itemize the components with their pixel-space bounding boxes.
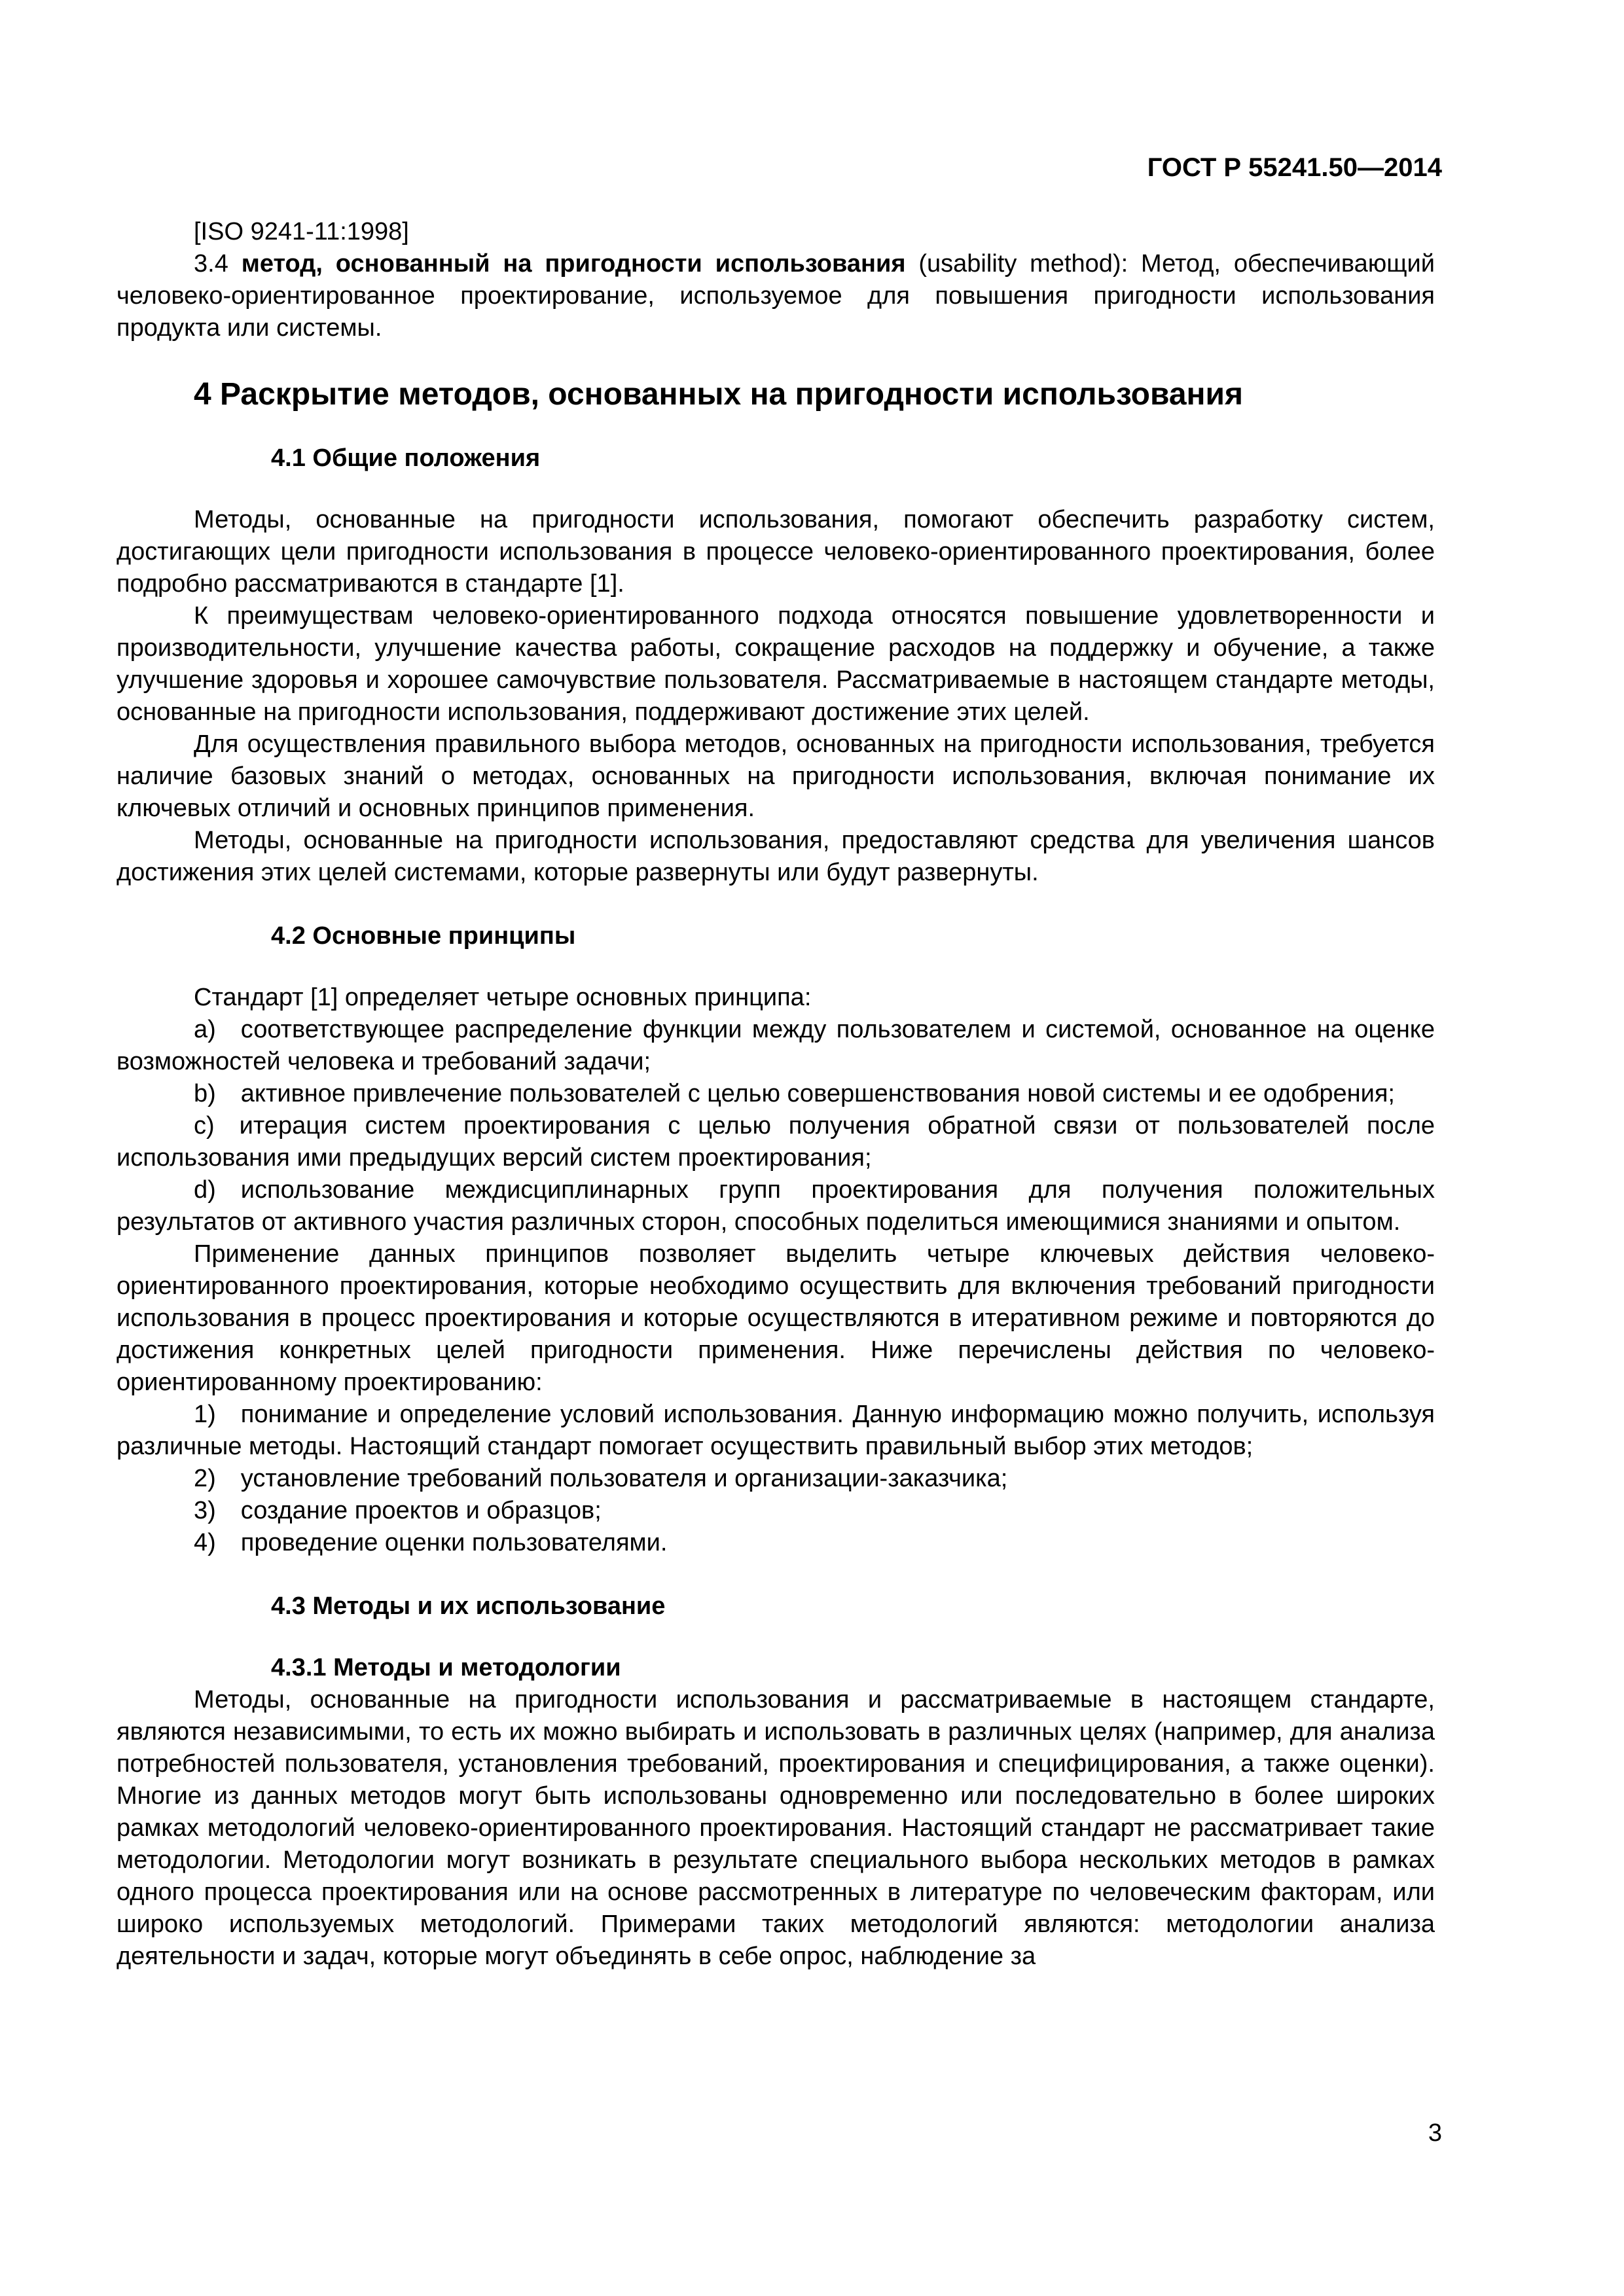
page-number: 3 — [1428, 2119, 1442, 2147]
section-4-3-1-text: Методы, основанные на пригодности использования и рассматриваемые в настоящем стандарте, являются независимыми, то есть их можно выбирать и использовать в различных целях (например, для анализа потребностей пользователя, установления требований, проектирования и специфицирования, а также оценки). Многие из данных методов могут быть использованы одновременно или последовательно в более широких рамках методологий человеко-ориентированного проектирования. Настоящий стандарт не рассматривает такие методологии. Методологии могут возникать в результате специального выбора нескольких методов в рамках одного процесса проектирования или на основе рассмотренных в литературе по человеческим факторам, или широко используемых методологий. Примерами таких методологий являются: методологии анализа деятельности и задач, которые могут объединять в себе опрос, наблюдение за — [117, 1686, 1435, 1970]
action-item: 1) понимание и определение условий использования. Данную информацию можно получить, используя различные методы. Настоящий стандарт помогает осуществить правильный выбор этих методов; — [117, 1401, 1435, 1460]
section-4-3-title: 4.3 Методы и их использование — [271, 1592, 666, 1620]
section-4-title: 4 Раскрытие методов, основанных на пригодности использования — [194, 377, 1244, 412]
section-4-1-title: 4.1 Общие положения — [271, 444, 541, 472]
section-4-1-paragraph: К преимуществам человеко-ориентированного подхода относятся повышение удовлетворенности и производительности, улучшение качества работы, сокращение расходов на поддержку и обучение, а также улучшение здоровья и хорошее самочувствие пользователя. Рассматриваемые в настоящем стандарте методы, основанные на пригодности использования, поддерживают достижение этих целей. — [117, 602, 1435, 726]
section-4-1-paragraph: Методы, основанные на пригодности использования, предоставляют средства для увеличения шансов достижения этих целей системами, которые развернуты или будут развернуты. — [117, 827, 1435, 886]
section-4-1-paragraph: Для осуществления правильного выбора методов, основанных на пригодности использования, требуется наличие базовых знаний о методах, основанных на пригодности использования, включая понимание их ключевых отличий и основных принципов применения. — [117, 730, 1435, 822]
section-4-2-application: Применение данных принципов позволяет выделить четыре ключевых действия человеко-ориентированного проектирования, которые необходимо осуществить для включения требований пригодности использования в процесс проектирования и которые осуществляются в итеративном режиме и повторяются до достижения конкретных целей пригодности применения. Ниже перечислены действия по человеко-ориентированному проектированию: — [117, 1240, 1435, 1396]
iso-reference: [ISO 9241-11:1998] — [194, 218, 409, 245]
term-name: метод, основанный на пригодности использования — [241, 250, 906, 278]
principle-item: a) соответствующее распределение функции между пользователем и системой, основанное на оценке возможностей человека и требований задачи; — [117, 1016, 1435, 1075]
principle-item: c) итерация систем проектирования с целью получения обратной связи от пользователей после использования ими предыдущих версий систем проектирования; — [117, 1112, 1435, 1172]
action-item: 2) установление требований пользователя и организации-заказчика; — [194, 1465, 1008, 1492]
term-definition-text: (usability method): Метод, обеспечивающий человеко-ориентированное проектирование, используемое для повышения пригодности использования продукта или системы. — [117, 250, 1435, 342]
section-4-2-intro: Стандарт [1] определяет четыре основных принципа: — [194, 984, 812, 1011]
term-definition — [117, 248, 1435, 344]
document-body — [117, 216, 1435, 1973]
principle-item: d) использование междисциплинарных групп проектирования для получения положительных результатов от активного участия различных сторон, способных поделиться имеющимися знаниями и опытом. — [117, 1176, 1435, 1236]
section-4-1-paragraph: Методы, основанные на пригодности использования, помогают обеспечить разработку систем, достигающих цели пригодности использования в процессе человеко-ориентированного проектирования, более подробно рассматриваются в стандарте [1]. — [117, 506, 1435, 598]
action-item: 4) проведение оценки пользователями. — [194, 1529, 668, 1556]
action-item: 3) создание проектов и образцов; — [194, 1497, 602, 1524]
principle-item: b) активное привлечение пользователей с целью совершенствования новой системы и ее одобрения; — [194, 1080, 1395, 1107]
section-4-2-title: 4.2 Основные принципы — [271, 922, 576, 950]
term-number: 3.4 — [194, 250, 228, 278]
section-4-3-1-title: 4.3.1 Методы и методологии — [271, 1654, 621, 1681]
document-code: ГОСТ Р 55241.50—2014 — [1147, 153, 1442, 182]
